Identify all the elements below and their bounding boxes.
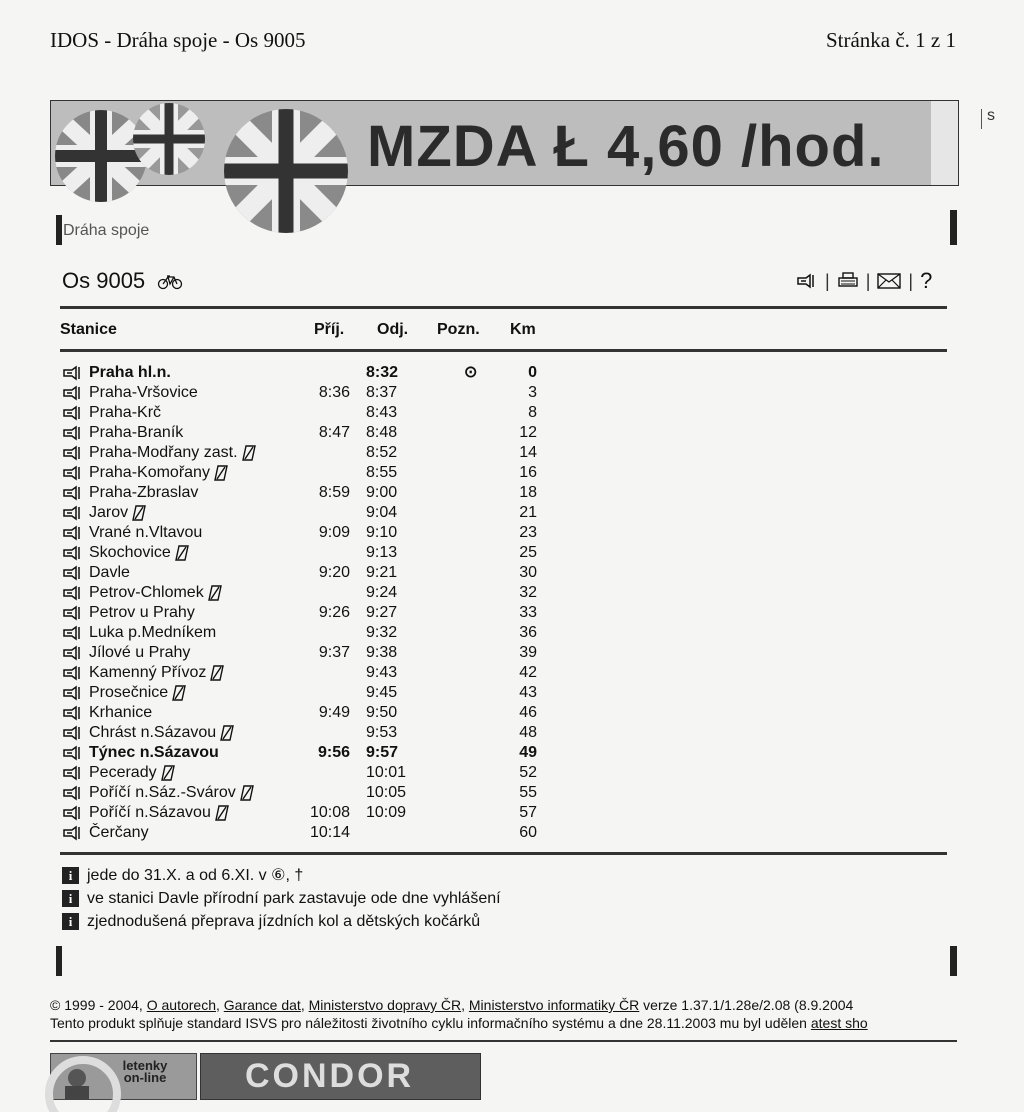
request-stop-icon: [210, 665, 224, 681]
mail-icon[interactable]: [877, 273, 901, 289]
station-name-text: Poříčí n.Sázavou: [89, 804, 211, 821]
km-value: 25: [519, 544, 537, 561]
arrival-time: 9:37: [318, 644, 350, 661]
departure-time: 9:45: [366, 684, 398, 701]
station-name-text: Praha-Zbraslav: [89, 484, 199, 501]
table-row: [62, 743, 942, 763]
table-row: [62, 763, 942, 783]
station-name[interactable]: [89, 763, 175, 783]
km-value: 16: [519, 464, 537, 481]
station-name[interactable]: [89, 663, 224, 683]
station-name-text: Davle: [89, 564, 130, 581]
km-value: 23: [519, 524, 537, 541]
copyright-prefix: © 1999 - 2004,: [50, 997, 147, 1013]
departure-time: 9:21: [366, 564, 398, 581]
station-icon[interactable]: [62, 526, 84, 540]
info-text: ve stanici Davle přírodní park zastavuje ode dne vyhlášení: [87, 890, 501, 907]
arrival-time: 8:36: [318, 384, 350, 401]
station-name[interactable]: [89, 383, 198, 403]
info-icon: i: [62, 867, 79, 884]
station-name-text: Luka p.Medníkem: [89, 624, 217, 641]
table-row: [62, 483, 942, 503]
station-name-text: Chrást n.Sázavou: [89, 724, 217, 741]
table-row: [62, 803, 942, 823]
station-name[interactable]: [89, 503, 146, 523]
station-name[interactable]: [89, 683, 186, 703]
col-header-departure: Odj.: [377, 321, 409, 338]
request-stop-icon: [214, 465, 228, 481]
station-name[interactable]: [89, 823, 149, 843]
station-icon[interactable]: [62, 586, 84, 600]
km-value: 3: [528, 384, 537, 401]
station-icon[interactable]: [62, 386, 84, 400]
departure-time: 9:04: [366, 504, 398, 521]
arrival-time: 9:09: [318, 524, 350, 541]
station-icon[interactable]: [796, 274, 818, 288]
table-row: [62, 703, 942, 723]
station-icon[interactable]: [62, 626, 84, 640]
km-value: 49: [519, 744, 537, 761]
print-icon[interactable]: [837, 272, 859, 290]
version-text: verze 1.37.1/1.28e/2.08 (8.9.2004: [639, 997, 854, 1013]
arrival-time: 9:26: [318, 604, 350, 621]
page-header-title: IDOS - Dráha spoje - Os 9005: [50, 28, 306, 52]
station-name-text: Praha-Vršovice: [89, 384, 198, 401]
banner-separator: [981, 109, 982, 129]
station-icon[interactable]: [62, 566, 84, 580]
table-row: [62, 403, 942, 423]
bicycle-icon: [157, 274, 183, 290]
help-icon[interactable]: ?: [920, 268, 933, 293]
table-row: [62, 543, 942, 563]
station-icon[interactable]: [62, 466, 84, 480]
departure-time: 9:13: [366, 544, 398, 561]
station-icon[interactable]: [62, 406, 84, 420]
departure-time: 10:01: [366, 764, 407, 781]
departure-time: 9:24: [366, 584, 398, 601]
departure-time: 9:00: [366, 484, 398, 501]
km-value: 8: [528, 404, 537, 421]
departure-time: 8:52: [366, 444, 398, 461]
banner-text: MZDA Ł 4,60 /hod.: [367, 114, 885, 179]
departure-time: 8:37: [366, 384, 398, 401]
condor-ad-text: CONDOR: [245, 1057, 415, 1095]
table-row: [62, 783, 942, 803]
km-value: 21: [519, 504, 537, 521]
toolbar-separator: |: [865, 270, 871, 291]
station-icon[interactable]: [62, 646, 84, 660]
station-name[interactable]: [89, 463, 228, 483]
link-o-autorech[interactable]: O autorech: [146, 997, 216, 1013]
station-name[interactable]: [89, 743, 219, 763]
table-row: [62, 683, 942, 703]
table-row: [62, 523, 942, 543]
station-name-text: Petrov-Chlomek: [89, 584, 204, 601]
departure-time: 8:43: [366, 404, 398, 421]
person-photo-image: [51, 1054, 111, 1099]
copyright-line: © 1999 - 2004, O autorech, Garance dat, Ministerstvo dopravy ČR, Ministerstvo informatiky ČR verze 1.37.1/1.28e/2.08 (8.9.2004: [50, 997, 854, 1013]
table-row: [62, 723, 942, 743]
departure-time: 9:27: [366, 604, 398, 621]
station-icon[interactable]: [62, 706, 84, 720]
station-icon[interactable]: [62, 686, 84, 700]
letenky-ad-text: letenky on-line: [122, 1058, 168, 1085]
table-row: [62, 663, 942, 683]
table-row: [62, 603, 942, 623]
request-stop-icon: [208, 585, 222, 601]
request-stop-icon: [242, 445, 256, 461]
station-icon[interactable]: [62, 826, 84, 840]
station-name-text: Praha-Braník: [89, 424, 184, 441]
station-icon[interactable]: [62, 506, 84, 520]
arrival-time: 10:08: [309, 804, 350, 821]
station-icon[interactable]: [62, 446, 84, 460]
km-value: 43: [519, 684, 537, 701]
station-name-text: Pecerady: [89, 764, 157, 781]
km-value: 46: [519, 704, 537, 721]
link-ministerstvo-informatiky[interactable]: Ministerstvo informatiky ČR: [468, 997, 640, 1013]
table-row: [62, 503, 942, 523]
km-value: 39: [519, 644, 537, 661]
standard-line: [50, 1015, 957, 1031]
station-name-text: Praha-Krč: [89, 404, 162, 421]
request-stop-icon: [161, 765, 175, 781]
departure-time: 8:55: [366, 464, 398, 481]
km-value: 57: [519, 804, 537, 821]
station-name-text: Jarov: [89, 504, 129, 521]
toolbar-separator: |: [908, 270, 914, 291]
station-name[interactable]: [89, 483, 198, 503]
departure-time: 8:48: [366, 424, 398, 441]
table-top-rule: [60, 306, 947, 309]
arrival-time: 8:47: [318, 424, 350, 441]
station-name[interactable]: [89, 583, 222, 603]
station-icon[interactable]: [62, 606, 84, 620]
footer-corner-right: [950, 946, 957, 976]
request-stop-icon: [215, 805, 229, 821]
request-stop-icon: [172, 685, 186, 701]
info-icon: i: [62, 913, 79, 930]
arrival-time: 9:56: [317, 744, 350, 761]
station-icon[interactable]: [62, 766, 84, 780]
station-icon[interactable]: [62, 786, 84, 800]
standard-text: Tento produkt splňuje standard ISVS pro náležitosti životního cyklu informačního systému a dne 28.11.2003 mu byl udělen: [50, 1015, 811, 1031]
departure-time: 9:38: [366, 644, 398, 661]
station-name-text: Praha-Komořany: [89, 464, 210, 481]
km-value: 42: [519, 664, 537, 681]
link-atest[interactable]: atest sho: [810, 1015, 868, 1031]
departure-time: 9:32: [366, 624, 398, 641]
station-name-text: Čerčany: [89, 824, 149, 841]
table-row: [62, 583, 942, 603]
footer-corner-left: [56, 946, 62, 976]
request-stop-icon: [175, 545, 189, 561]
station-name-text: Kamenný Přívoz: [89, 664, 207, 681]
station-name-text: Praha hl.n.: [89, 364, 171, 381]
letenky-ad[interactable]: [50, 1053, 197, 1100]
arrival-time: 9:49: [318, 704, 350, 721]
table-row: [62, 463, 942, 483]
banner-cut-text: s: [987, 107, 995, 124]
info-note: [62, 889, 501, 909]
km-value: 18: [519, 484, 537, 501]
km-value: 60: [519, 824, 537, 841]
km-value: 33: [519, 604, 537, 621]
table-header-rule: [60, 349, 947, 352]
km-value: 55: [519, 784, 537, 801]
station-icon[interactable]: [62, 426, 84, 440]
arrival-time: 9:20: [318, 564, 350, 581]
footer-rule: [50, 1040, 957, 1042]
col-header-station: Stanice: [60, 321, 117, 338]
departure-time: 9:43: [366, 664, 398, 681]
station-name-text: Jílové u Prahy: [89, 644, 191, 661]
station-name[interactable]: [89, 403, 161, 423]
station-icon[interactable]: [62, 486, 84, 500]
station-name[interactable]: [89, 703, 152, 723]
station-name[interactable]: [89, 603, 195, 623]
note-icon: ⊙: [464, 364, 478, 381]
station-name-text: Skochovice: [89, 544, 171, 561]
station-icon[interactable]: [62, 726, 84, 740]
request-stop-icon: [220, 725, 234, 741]
info-text: jede do 31.X. a od 6.XI. v ⑥, †: [87, 867, 304, 884]
departure-time: 9:10: [366, 524, 398, 541]
train-title-text: Os 9005: [62, 268, 146, 293]
km-value: 36: [519, 624, 537, 641]
km-value: 32: [519, 584, 537, 601]
table-row: [62, 623, 942, 643]
station-name[interactable]: [89, 523, 202, 543]
section-corner-left: [56, 215, 62, 245]
station-name-text: Petrov u Prahy: [89, 604, 195, 621]
table-bottom-rule: [60, 852, 947, 855]
toolbar-separator: |: [825, 270, 830, 291]
station-name-text: Týnec n.Sázavou: [89, 744, 219, 761]
departure-time: 9:57: [366, 744, 399, 761]
station-icon[interactable]: [62, 806, 84, 820]
col-header-km: Km: [510, 321, 536, 338]
station-name[interactable]: [89, 423, 183, 443]
km-value: 0: [528, 364, 537, 381]
station-name[interactable]: [89, 803, 229, 823]
station-name[interactable]: [89, 783, 254, 803]
station-name[interactable]: [89, 723, 234, 743]
banner-divider: [931, 101, 958, 185]
section-corner-right: [950, 210, 957, 245]
flag-discs-image: [51, 101, 351, 185]
station-icon[interactable]: [62, 666, 84, 680]
km-value: 14: [519, 444, 537, 461]
station-name-text: Prosečnice: [89, 684, 169, 701]
station-name[interactable]: [89, 363, 171, 383]
station-icon[interactable]: [62, 546, 84, 560]
train-title: [62, 268, 183, 294]
request-stop-icon: [240, 785, 254, 801]
km-value: 48: [519, 724, 537, 741]
info-note: [62, 912, 480, 932]
arrival-time: 8:59: [318, 484, 350, 501]
station-name-text: Poříčí n.Sáz.-Svárov: [89, 784, 236, 801]
departure-time: 10:05: [366, 784, 407, 801]
station-name-text: Krhanice: [89, 704, 153, 721]
toolbar: [796, 268, 932, 294]
info-note: [62, 866, 303, 886]
banner-ad[interactable]: [50, 100, 995, 186]
page-number: Stránka č. 1 z 1: [825, 28, 956, 52]
table-row: [62, 383, 942, 403]
table-row: [62, 643, 942, 663]
station-name[interactable]: [89, 623, 216, 643]
col-header-note: Pozn.: [437, 321, 480, 338]
request-stop-icon: [132, 505, 146, 521]
departure-time: 8:32: [366, 364, 399, 381]
station-icon[interactable]: [62, 366, 84, 380]
col-header-arrival: Příj.: [314, 321, 345, 338]
info-icon: i: [62, 890, 79, 907]
arrival-time: 10:14: [309, 824, 350, 841]
section-label: Dráha spoje: [63, 222, 150, 239]
condor-ad[interactable]: [200, 1053, 481, 1100]
km-value: 52: [519, 764, 537, 781]
station-name[interactable]: [89, 563, 130, 583]
station-name[interactable]: [89, 543, 189, 563]
table-row: [62, 423, 942, 443]
table-row: [62, 443, 942, 463]
link-garance-dat[interactable]: Garance dat: [223, 997, 301, 1013]
departure-time: 9:50: [366, 704, 398, 721]
table-row: [62, 563, 942, 583]
info-text: zjednodušená přeprava jízdních kol a dětských kočárků: [87, 913, 481, 930]
table-row: [62, 823, 942, 843]
table-row: [62, 363, 942, 383]
departure-time: 9:53: [366, 724, 398, 741]
station-name-text: Vrané n.Vltavou: [89, 524, 203, 541]
departure-time: 10:09: [366, 804, 407, 821]
station-name-text: Praha-Modřany zast.: [89, 444, 238, 461]
station-name[interactable]: [89, 443, 256, 463]
link-ministerstvo-dopravy[interactable]: Ministerstvo dopravy ČR: [308, 997, 462, 1013]
station-icon[interactable]: [62, 746, 84, 760]
station-name[interactable]: [89, 643, 190, 663]
km-value: 30: [519, 564, 537, 581]
km-value: 12: [519, 424, 537, 441]
